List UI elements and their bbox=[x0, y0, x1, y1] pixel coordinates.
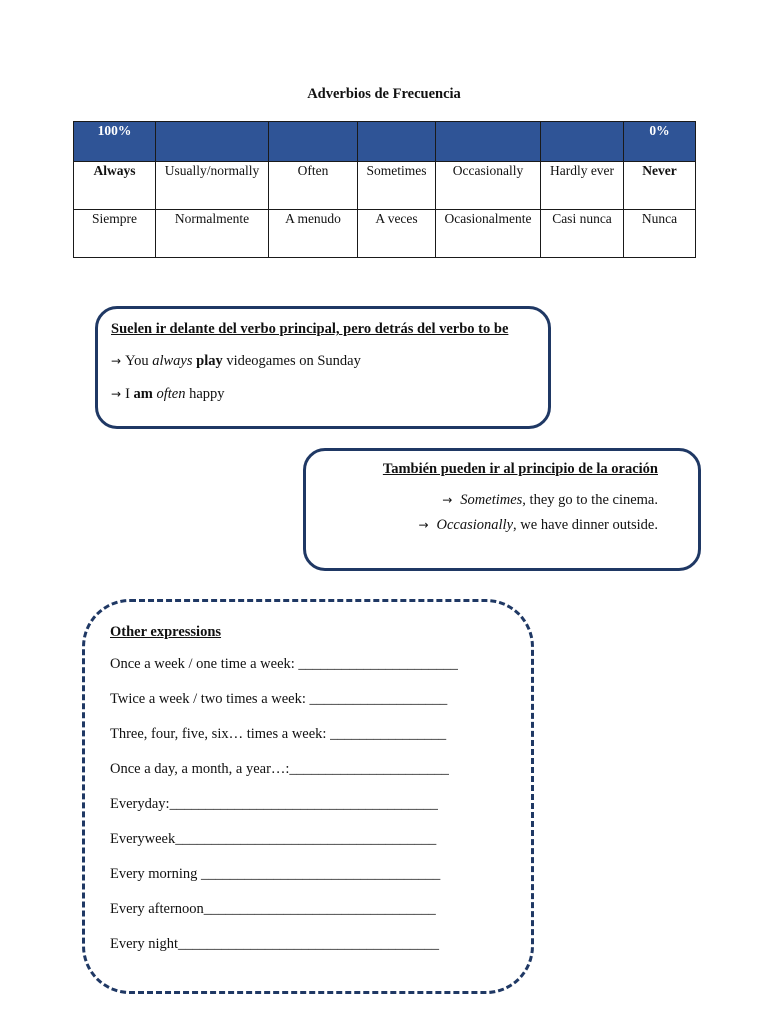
header-cell bbox=[358, 122, 436, 162]
table-cell: Casi nunca bbox=[541, 210, 624, 258]
table-cell: Often bbox=[269, 162, 358, 210]
right-arrow-icon: → bbox=[442, 493, 453, 507]
table-cell: Sometimes bbox=[358, 162, 436, 210]
sentence-text: , we have dinner outside. bbox=[513, 517, 658, 533]
expression-line: Every morning _________________________________ bbox=[110, 866, 441, 882]
header-cell: 100% bbox=[74, 122, 156, 162]
adverb-text: Occasionally bbox=[436, 517, 514, 533]
table-cell: Siempre bbox=[74, 210, 156, 258]
expression-line: Every afternoon________________________________ bbox=[110, 901, 436, 917]
table-cell: Hardly ever bbox=[541, 162, 624, 210]
example-sentence bbox=[320, 517, 658, 534]
table-cell: Ocasionalmente bbox=[436, 210, 541, 258]
sentence-text: You bbox=[125, 353, 153, 369]
table-cell: A menudo bbox=[269, 210, 358, 258]
other-expressions-box bbox=[82, 599, 534, 994]
header-cell bbox=[541, 122, 624, 162]
table-row-spanish bbox=[74, 210, 696, 258]
expression-line: Everyweek____________________________________ bbox=[110, 831, 437, 847]
sentence-start-box bbox=[303, 448, 701, 571]
table-cell: Usually/normally bbox=[156, 162, 269, 210]
table-cell: Nunca bbox=[624, 210, 696, 258]
adverb-text: often bbox=[156, 386, 186, 402]
right-arrow-icon: → bbox=[111, 354, 122, 368]
sentence-text: , they go to the cinema. bbox=[522, 492, 658, 508]
sentence-text: videogames on Sunday bbox=[222, 353, 361, 369]
adverb-text: always bbox=[152, 353, 193, 369]
right-arrow-icon: → bbox=[111, 387, 122, 401]
table-cell: A veces bbox=[358, 210, 436, 258]
page-title: Adverbios de Frecuencia bbox=[307, 86, 461, 102]
expression-line: Everyday:_____________________________________ bbox=[110, 796, 438, 812]
position-rule-box bbox=[95, 306, 551, 429]
sentence-text: happy bbox=[185, 386, 225, 402]
position-rule-heading: Suelen ir delante del verbo principal, pero detrás del verbo to be bbox=[111, 321, 509, 337]
right-arrow-icon: → bbox=[418, 518, 429, 532]
header-cell: 0% bbox=[624, 122, 696, 162]
example-sentence bbox=[320, 492, 658, 509]
header-cell bbox=[156, 122, 269, 162]
table-cell: Occasionally bbox=[436, 162, 541, 210]
frequency-table bbox=[73, 121, 696, 258]
table-row-english bbox=[74, 162, 696, 210]
example-sentence bbox=[111, 386, 534, 403]
table-header-row bbox=[74, 122, 696, 162]
expression-line: Twice a week / two times a week: ___________________ bbox=[110, 691, 448, 707]
verb-text: play bbox=[196, 353, 223, 369]
expression-line: Every night____________________________________ bbox=[110, 936, 440, 952]
example-sentence bbox=[111, 353, 534, 370]
expression-line: Once a week / one time a week: ______________________ bbox=[110, 656, 458, 672]
adverb-text: Sometimes bbox=[460, 492, 523, 508]
header-cell bbox=[269, 122, 358, 162]
table-cell: Normalmente bbox=[156, 210, 269, 258]
sentence-start-heading: También pueden ir al principio de la oración bbox=[382, 461, 658, 477]
table-cell: Never bbox=[624, 162, 696, 210]
header-cell bbox=[436, 122, 541, 162]
expression-line: Once a day, a month, a year…:______________________ bbox=[110, 761, 449, 777]
table-cell: Always bbox=[74, 162, 156, 210]
verb-text: am bbox=[133, 386, 153, 402]
expression-line: Three, four, five, six… times a week: ________________ bbox=[110, 726, 447, 742]
other-expressions-heading: Other expressions bbox=[110, 624, 222, 640]
sentence-text: I bbox=[125, 386, 134, 402]
